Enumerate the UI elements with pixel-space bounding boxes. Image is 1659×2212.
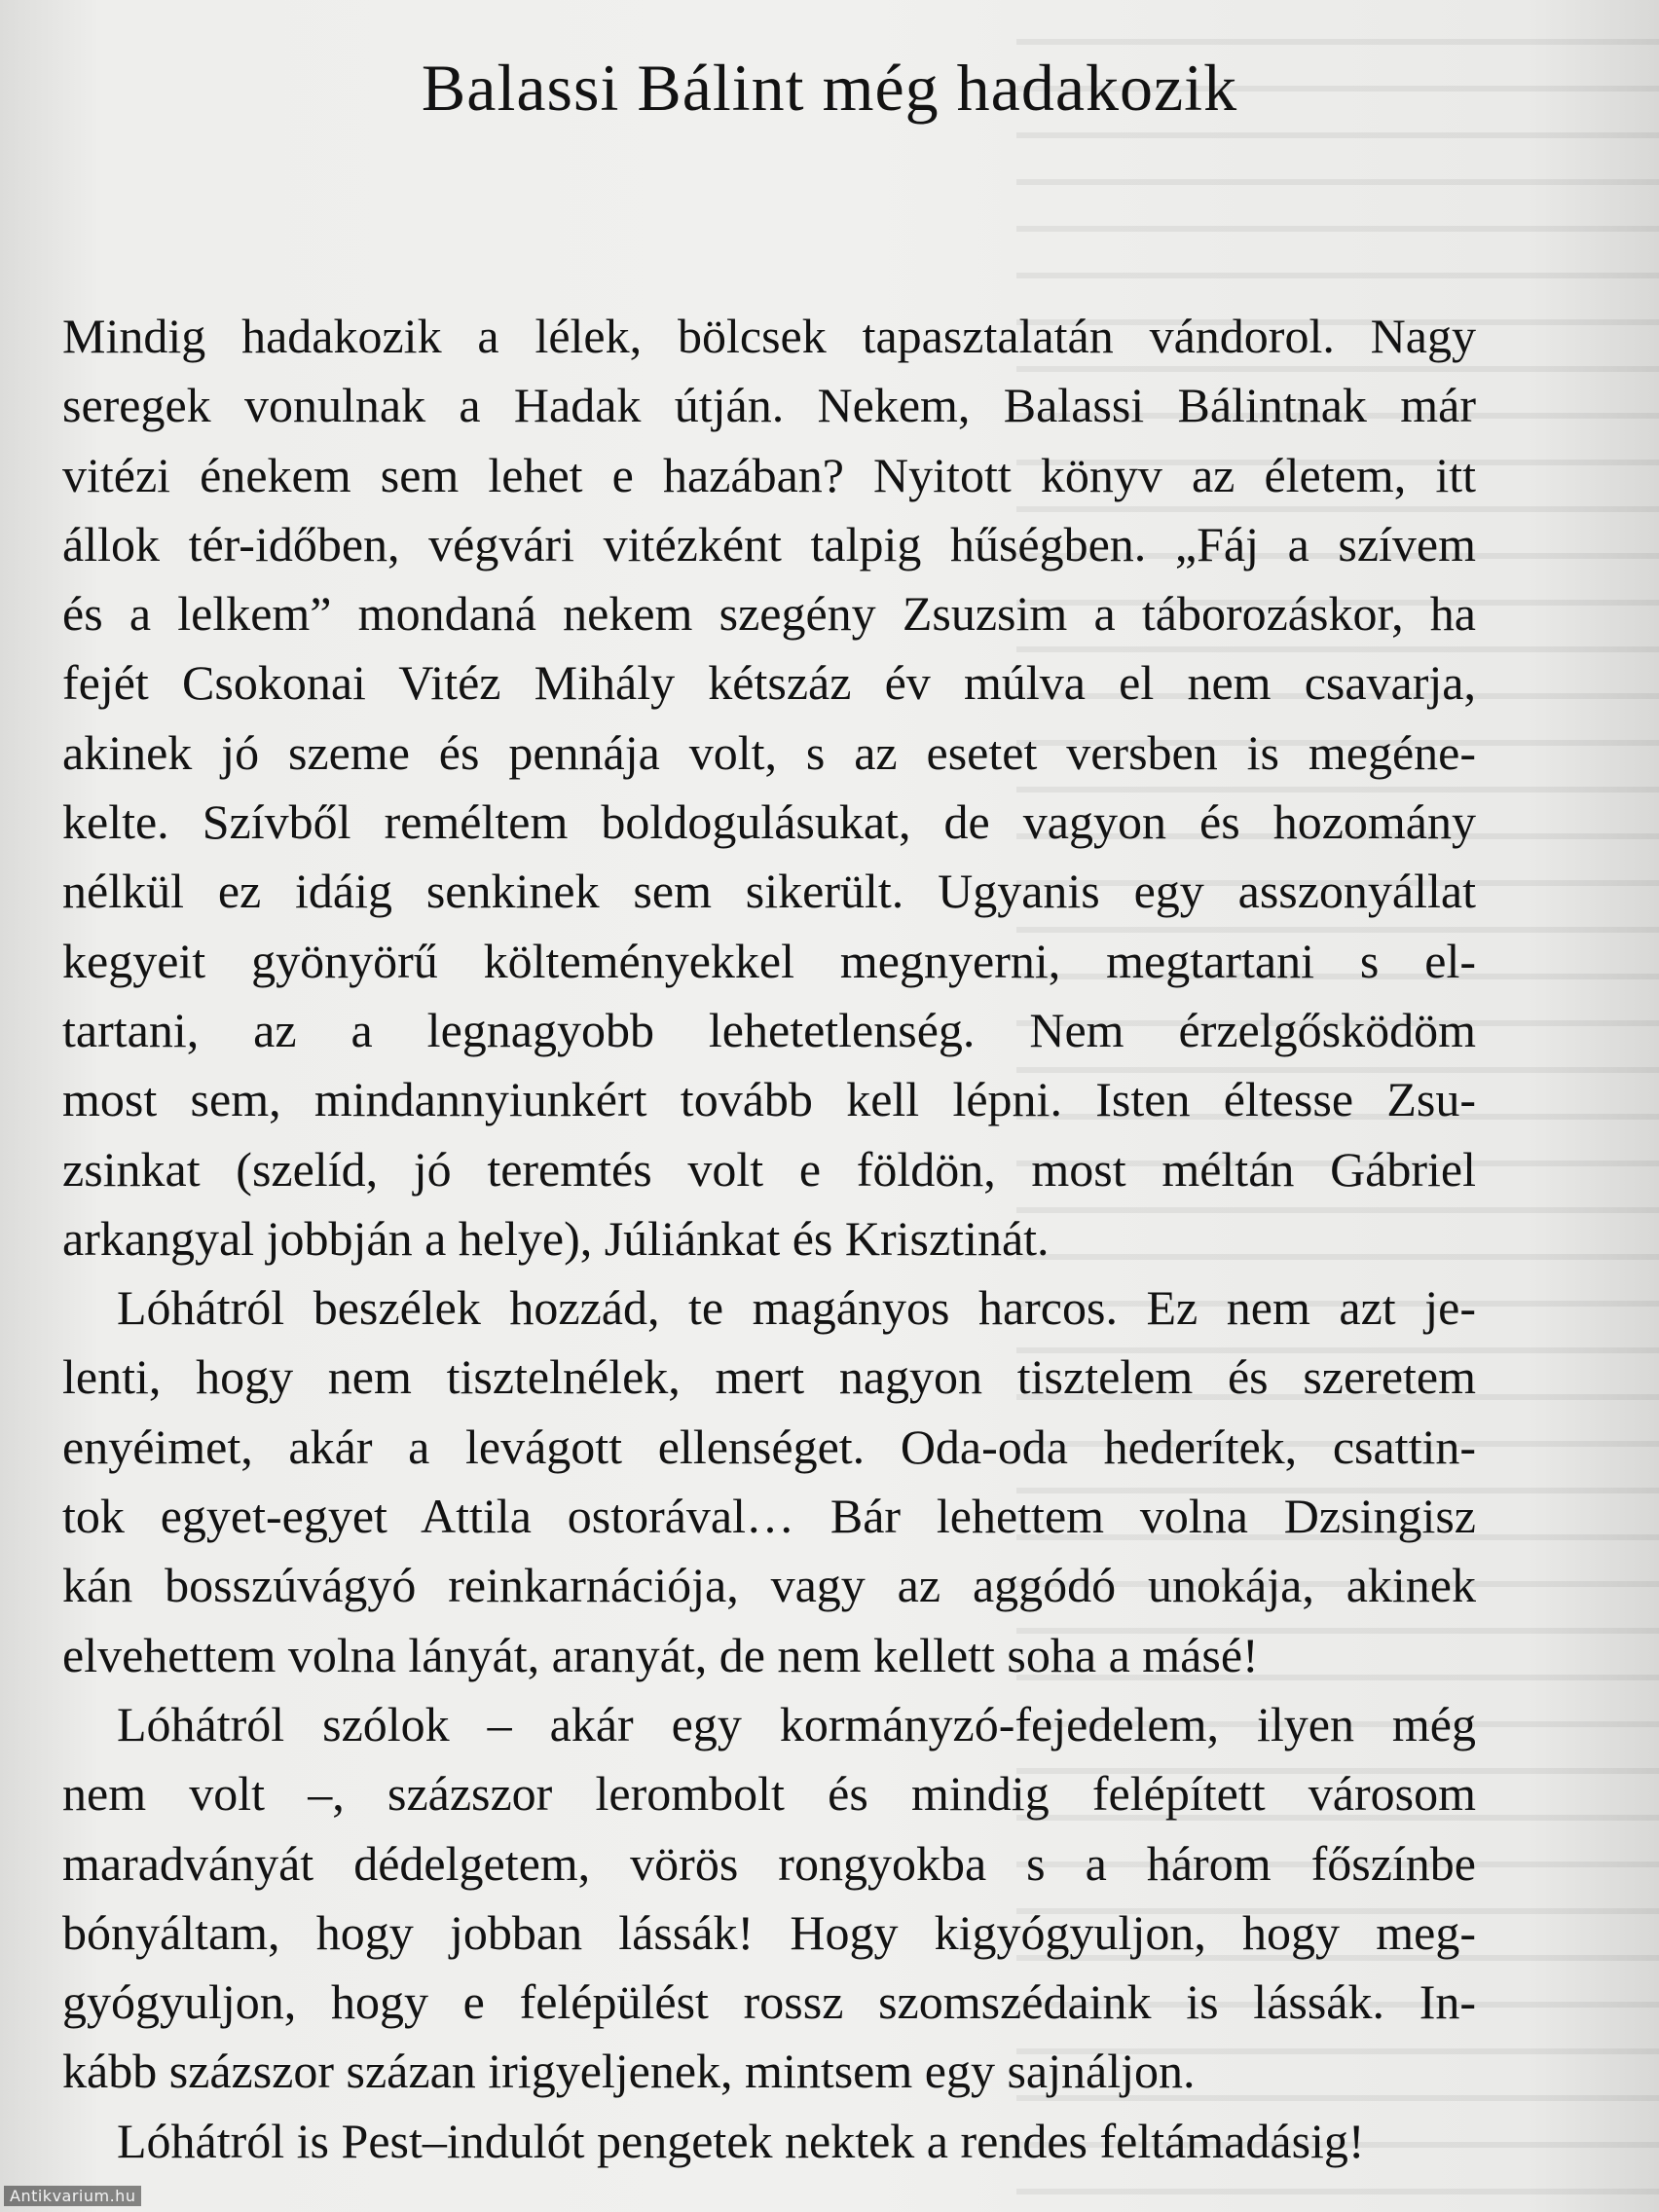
text-line: Lóhátról beszélek hozzád, te magányos harcos. Ez nem azt je-	[117, 1280, 1476, 1336]
text-line: lenti, hogy nem tisztelnélek, mert nagyon tisztelem és szeretem	[62, 1349, 1476, 1405]
text-line: elvehettem volna lányát, aranyát, de nem kellett soha a másé!	[62, 1627, 1259, 1682]
watermark-label: Antikvarium.hu	[4, 2186, 141, 2206]
text-line: állok tér-időben, végvári vitézként talpig hűségben. „Fáj a szívem	[62, 516, 1476, 571]
text-line: fejét Csokonai Vitéz Mihály kétszáz év múlva el nem csavarja,	[62, 655, 1476, 711]
text-line: tok egyet-egyet Attila ostorával… Bár lehettem volna Dzsingisz	[62, 1489, 1476, 1544]
text-line: Lóhátról is Pest–indulót pengetek nektek a rendes feltámadásig!	[117, 2113, 1365, 2168]
text-line: enyéimet, akár a levágott ellenséget. Oda-oda hederítek, csattin-	[62, 1419, 1476, 1474]
text-line: tartani, az a legnagyobb lehetetlenség. Nem érzelgősködöm	[62, 1002, 1476, 1057]
text-line: kegyeit gyönyörű költeményekkel megnyerni, megtartani s el-	[62, 933, 1476, 988]
text-line: Mindig hadakozik a lélek, bölcsek tapasztalatán vándorol. Nagy	[62, 309, 1476, 363]
text-line: bónyáltam, hogy jobban lássák! Hogy kigyógyuljon, hogy meg-	[62, 1904, 1476, 1960]
text-line: akinek jó szeme és pennája volt, s az esetet versben is megéne-	[62, 724, 1476, 780]
text-line: zsinkat (szelíd, jó teremtés volt e földön, most méltán Gábriel	[62, 1141, 1476, 1197]
text-line: most sem, mindannyiunkért tovább kell lépni. Isten éltesse Zsu-	[62, 1072, 1476, 1127]
text-line: kább százszor százan irigyeljenek, mintsem egy sajnáljon.	[62, 2044, 1196, 2099]
text-line: kelte. Szívből reméltem boldogulásukat, de vagyon és hozomány	[62, 794, 1476, 850]
text-line: maradványát dédelgetem, vörös rongyokba s a három főszínbe	[62, 1835, 1476, 1891]
text-line: vitézi énekem sem lehet e hazában? Nyitott könyv az életem, itt	[62, 447, 1476, 502]
text-line: kán bosszúvágyó reinkarnációja, vagy az aggódó unokája, akinek	[62, 1558, 1476, 1613]
text-line: és a lelkem” mondaná nekem szegény Zsuzsim a táborozáskor, ha	[62, 586, 1476, 642]
text-line: nem volt –, százszor lerombolt és mindig felépített városom	[62, 1766, 1476, 1822]
text-line: seregek vonulnak a Hadak útján. Nekem, Balassi Bálintnak már	[62, 378, 1476, 433]
body-text	[62, 302, 1476, 2176]
text-line: nélkül ez idáig senkinek sem sikerült. Ugyanis egy asszonyállat	[62, 864, 1476, 919]
text-line: arkangyal jobbján a helye), Júliánkat és Krisztinát.	[62, 1210, 1050, 1266]
chapter-title: Balassi Bálint még hadakozik	[421, 51, 1238, 125]
text-line: gyógyuljon, hogy e felépülést rossz szomszédaink is lássák. In-	[62, 1974, 1476, 2030]
text-line: Lóhátról szólok – akár egy kormányzó-fejedelem, ilyen még	[117, 1696, 1476, 1751]
